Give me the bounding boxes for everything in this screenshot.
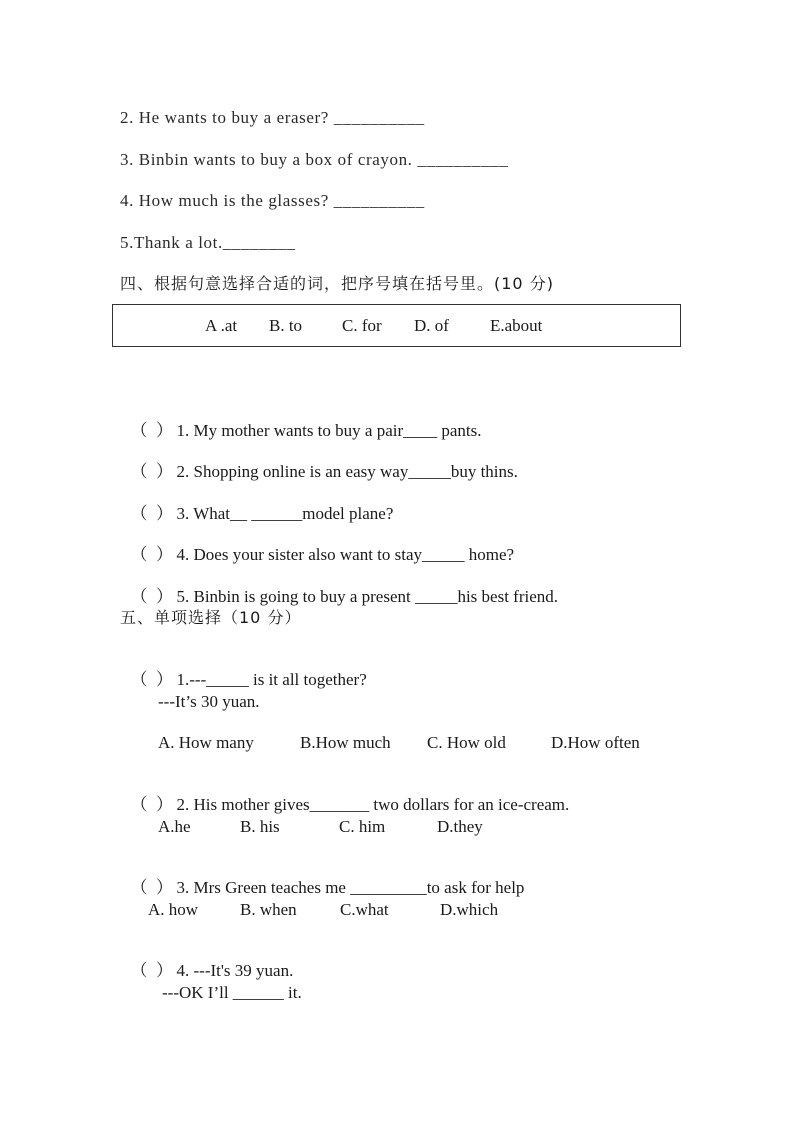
answer-paren[interactable]: （ ）: [130, 545, 173, 564]
fill-item-1: [122, 401, 482, 441]
mc-question-stem: 3. Mrs Green teaches me _________to ask for help: [176, 878, 525, 897]
answer-paren[interactable]: （ ）: [130, 421, 173, 440]
answer-paren[interactable]: （ ）: [130, 504, 173, 523]
fill-item-text: 1. My mother wants to buy a pair____ pants.: [176, 421, 482, 440]
mc-q3-option-b: B. when: [240, 900, 297, 919]
mc-question-4-reply: ---OK I’ll ______ it.: [162, 983, 302, 1002]
answer-paren[interactable]: （ ）: [130, 670, 173, 689]
word-bank-box: [112, 304, 681, 347]
section4-title: 四、根据句意选择合适的词，把序号填在括号里。(10 分): [120, 274, 554, 293]
word-bank-option-a: A .at: [205, 316, 238, 335]
mc-question-1-reply: ---It’s 30 yuan.: [158, 692, 260, 711]
mc-q1-option-c: C. How old: [427, 733, 506, 752]
word-bank-option-c: C. for: [342, 316, 382, 335]
fill-item-4: [122, 525, 514, 565]
answer-paren[interactable]: （ ）: [130, 961, 173, 980]
mc-question-stem: 4. ---It's 39 yuan.: [176, 961, 294, 980]
mc-q2-option-a: A.he: [158, 817, 191, 836]
mc-q2-option-c: C. him: [339, 817, 386, 836]
fill-item-3: [122, 484, 393, 524]
answer-paren[interactable]: （ ）: [130, 462, 173, 481]
mc-question-1: [122, 650, 367, 690]
answer-paren[interactable]: （ ）: [130, 587, 173, 606]
fill-item-text: 5. Binbin is going to buy a present _____his best friend.: [176, 587, 559, 606]
mc-q3-option-c: C.what: [340, 900, 389, 919]
answer-paren[interactable]: （ ）: [130, 795, 173, 814]
fill-item-text: 4. Does your sister also want to stay_____ home?: [176, 545, 515, 564]
mc-question-3: [122, 858, 524, 898]
mc-question-stem: 2. His mother gives_______ two dollars for an ice-cream.: [176, 795, 570, 814]
section5-title: 五、单项选择（10 分）: [120, 608, 302, 627]
correction-item-3: 3. Binbin wants to buy a box of crayon. __________: [120, 150, 509, 169]
word-bank-option-e: E.about: [490, 316, 543, 335]
mc-q1-option-a: A. How many: [158, 733, 254, 752]
correction-item-5: 5.Thank a lot.________: [120, 233, 296, 252]
mc-q3-option-a: A. how: [148, 900, 199, 919]
correction-item-4: 4. How much is the glasses? __________: [120, 191, 425, 210]
mc-q1-option-b: B.How much: [300, 733, 391, 752]
mc-question-4: [122, 941, 293, 981]
fill-item-5: [122, 567, 558, 607]
mc-q2-option-d: D.they: [437, 817, 483, 836]
fill-item-text: 2. Shopping online is an easy way_____buy thins.: [176, 462, 518, 481]
mc-q3-option-d: D.which: [440, 900, 499, 919]
word-bank-option-b: B. to: [269, 316, 303, 335]
answer-paren[interactable]: （ ）: [130, 878, 173, 897]
mc-question-2: [122, 775, 569, 815]
word-bank-option-d: D. of: [414, 316, 449, 335]
fill-item-2: [122, 442, 518, 482]
correction-item-2: 2. He wants to buy a eraser? __________: [120, 108, 425, 127]
fill-item-text: 3. What__ ______model plane?: [176, 504, 394, 523]
mc-question-stem: 1.---_____ is it all together?: [176, 670, 367, 689]
mc-q1-option-d: D.How often: [551, 733, 640, 752]
mc-q2-option-b: B. his: [240, 817, 280, 836]
